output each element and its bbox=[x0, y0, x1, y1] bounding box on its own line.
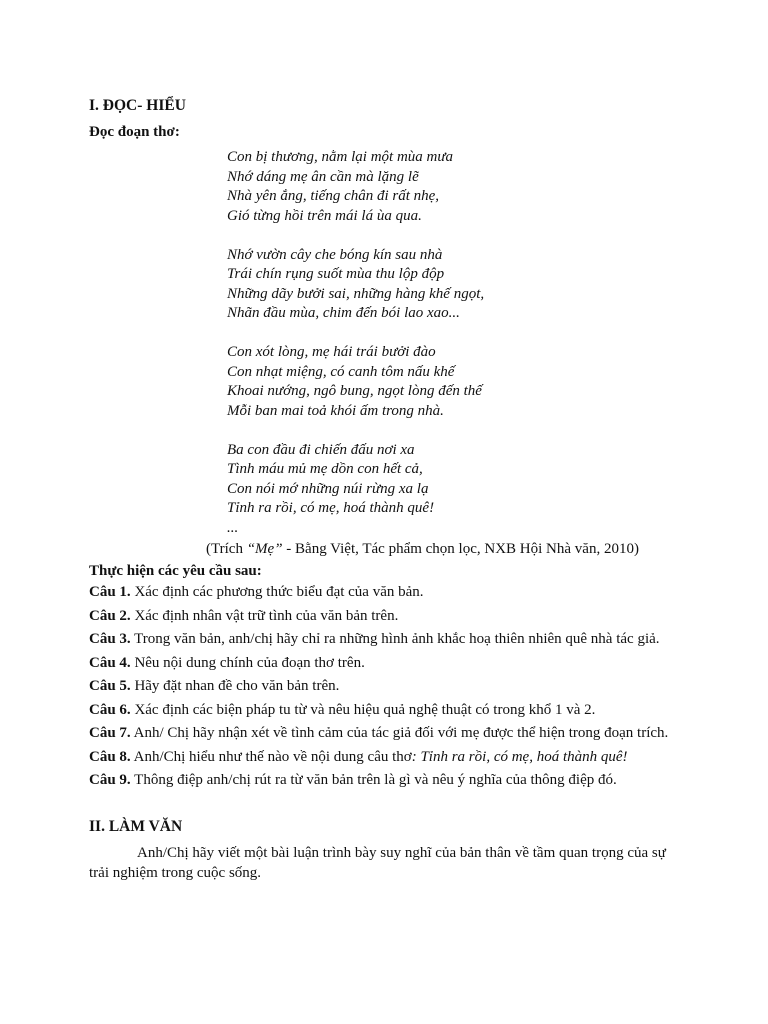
question-label: Câu 8. bbox=[89, 748, 131, 765]
poem-line: Ba con đầu đi chiến đấu nơi xa bbox=[227, 441, 415, 458]
question-text: Anh/ Chị hãy nhận xét về tình cảm của tác giả đối với mẹ được thể hiện trong đoạn trích. bbox=[130, 725, 669, 741]
question-text: Xác định các biện pháp tu từ và nêu hiệu quả nghệ thuật có trong khổ 1 và 2. bbox=[130, 701, 596, 718]
question-text: Hãy đặt nhan đề cho văn bản trên. bbox=[130, 678, 340, 694]
question-label: Câu 7. bbox=[89, 725, 131, 741]
question-label: Câu 9. bbox=[89, 772, 131, 788]
requirements-heading: Thực hiện các yêu cầu sau: bbox=[89, 563, 262, 579]
question-label: Câu 2. bbox=[89, 607, 131, 624]
question-text: Trong văn bản, anh/chị hãy chỉ ra những hình ảnh khắc hoạ thiên nhiên quê nhà tác giả. bbox=[130, 631, 660, 647]
question-1 bbox=[89, 582, 689, 603]
question-7 bbox=[89, 723, 689, 744]
question-label: Câu 3. bbox=[89, 631, 131, 647]
document-page bbox=[89, 96, 689, 883]
question-3 bbox=[89, 629, 689, 650]
question-label: Câu 4. bbox=[89, 654, 131, 671]
poem-ellipsis: ... bbox=[227, 520, 239, 536]
poem-line: Những dãy bưởi sai, những hàng khế ngọt, bbox=[227, 285, 485, 302]
poem-line: Gió từng hồi trên mái lá ùa qua. bbox=[227, 207, 422, 224]
question-9 bbox=[89, 770, 689, 791]
question-6 bbox=[89, 700, 689, 721]
essay-prompt: Anh/Chị hãy viết một bài luận trình bày suy nghĩ của bản thân về tầm quan trọng của sự trải nghiệm trong cuộc sống. bbox=[89, 845, 666, 881]
poem-line: Con nói mớ những núi rừng xa lạ bbox=[227, 480, 429, 497]
poem-line: Nhớ vườn cây che bóng kín sau nhà bbox=[227, 246, 443, 263]
question-label: Câu 5. bbox=[89, 678, 131, 694]
poem-stanza-2 bbox=[227, 246, 689, 324]
poem-line: Nhớ dáng mẹ ân cần mà lặng lẽ bbox=[227, 168, 419, 185]
poem-line: Con bị thương, nằm lại một mùa mưa bbox=[227, 149, 454, 165]
poem-stanza-1 bbox=[227, 148, 689, 226]
poem-line: Con xót lòng, mẹ hái trái bưởi đào bbox=[227, 344, 436, 360]
question-quote: : Tỉnh ra rồi, có mẹ, hoá thành quê! bbox=[411, 748, 628, 765]
question-4 bbox=[89, 653, 689, 674]
source-suffix: - Bằng Việt, Tác phẩm chọn lọc, NXB Hội Nhà văn, 2010) bbox=[282, 541, 639, 557]
section-1-subtitle: Đọc đoạn thơ: bbox=[89, 124, 180, 140]
question-text: Thông điệp anh/chị rút ra từ văn bản trên là gì và nêu ý nghĩa của thông điệp đó. bbox=[130, 772, 617, 788]
poem-source-citation bbox=[206, 538, 689, 560]
question-text: Xác định nhân vật trữ tình của văn bản trên. bbox=[130, 607, 399, 624]
poem-line: Tình máu mủ mẹ dồn con hết cả, bbox=[227, 461, 423, 477]
poem-stanza-3 bbox=[227, 343, 689, 421]
question-list bbox=[89, 582, 689, 791]
poem-line: Con nhạt miệng, có canh tôm nấu khế bbox=[227, 363, 455, 380]
question-8 bbox=[89, 747, 689, 768]
source-prefix: (Trích bbox=[206, 541, 247, 557]
poem-line: Nhãn đầu mùa, chim đến bói lao xao... bbox=[227, 305, 460, 321]
question-text: Anh/Chị hiểu như thế nào về nội dung câu thơ bbox=[130, 748, 412, 765]
question-5 bbox=[89, 676, 689, 697]
poem-line: Nhà yên ắng, tiếng chân đi rất nhẹ, bbox=[227, 188, 440, 204]
poem-line: Tỉnh ra rồi, có mẹ, hoá thành quê! bbox=[227, 500, 435, 516]
section-1-title: I. ĐỌC- HIỂU bbox=[89, 97, 186, 114]
poem bbox=[227, 148, 689, 536]
question-label: Câu 1. bbox=[89, 584, 131, 600]
poem-line: Khoai nướng, ngô bung, ngọt lòng đến thế bbox=[227, 383, 482, 399]
section-2-title: II. LÀM VĂN bbox=[89, 818, 183, 835]
question-label: Câu 6. bbox=[89, 701, 131, 718]
question-2 bbox=[89, 606, 689, 627]
poem-line: Trái chín rụng suốt mùa thu lộp độp bbox=[227, 266, 445, 282]
question-text: Xác định các phương thức biểu đạt của văn bản. bbox=[130, 584, 424, 600]
poem-line: Mỗi ban mai toả khói ấm trong nhà. bbox=[227, 402, 444, 419]
source-title: “Mẹ” bbox=[246, 541, 283, 557]
question-text: Nêu nội dung chính của đoạn thơ trên. bbox=[130, 654, 365, 671]
poem-stanza-4 bbox=[227, 441, 689, 519]
